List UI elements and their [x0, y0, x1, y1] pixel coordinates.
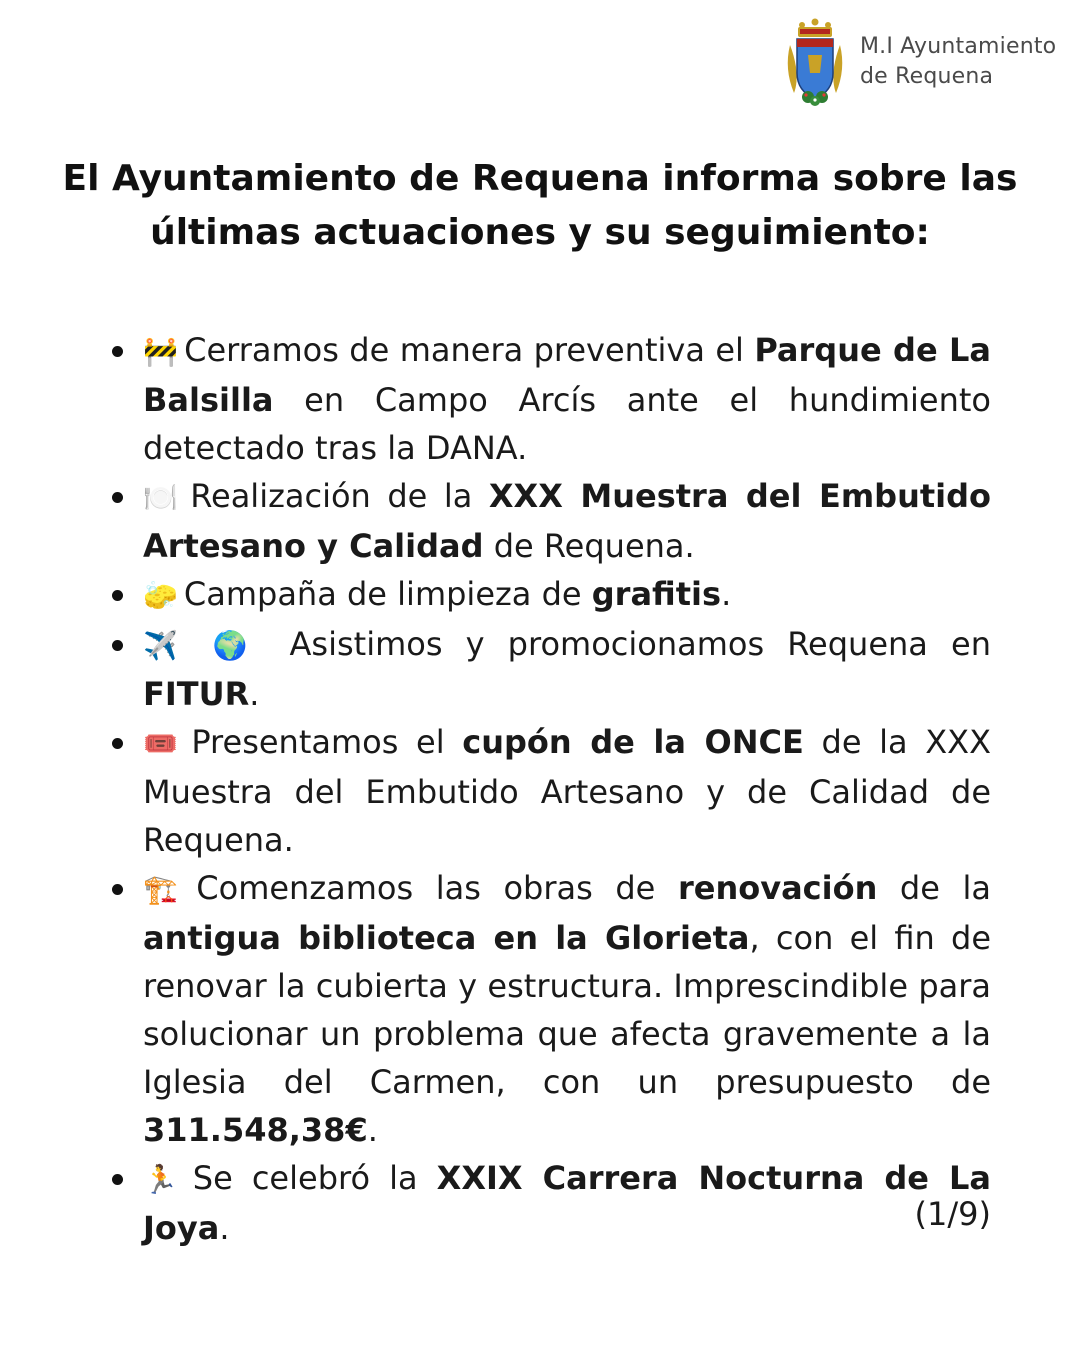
item-highlight: XXIX Carrera Nocturna de La Joya — [143, 1159, 992, 1247]
organization-name-line2: de Requena — [860, 64, 994, 89]
item-text: Realización de la — [190, 477, 489, 515]
item-text: . — [721, 575, 732, 613]
construction-crane-icon: 🏗️ — [143, 873, 191, 906]
item-text: Cerramos de manera preventiva el — [184, 331, 755, 369]
item-text: , con el fin de renovar la cubierta y estructura. Imprescindible para solucionar un problema que afecta gravemente a la Iglesia del Carmen, con un presupuesto de — [143, 919, 991, 1101]
item-highlight: antigua biblioteca en la Glorieta — [143, 919, 750, 957]
list-item — [143, 864, 991, 1154]
item-text: Comenzamos las obras de — [196, 869, 678, 907]
construction-sign-icon: 🚧 — [143, 335, 179, 368]
coat-of-arms-icon — [784, 17, 846, 107]
ticket-icon: 🎟️ — [143, 727, 186, 760]
sponge-icon: 🧽 — [143, 579, 178, 612]
item-text: . — [219, 1209, 230, 1247]
item-text: de la — [877, 869, 992, 907]
item-text: Presentamos el — [191, 723, 463, 761]
header-logo — [784, 16, 1064, 108]
runner-icon: 🏃 — [143, 1163, 187, 1196]
item-text: Campaña de limpieza de — [183, 575, 592, 613]
fork-and-knife-icon: 🍽️ — [143, 481, 185, 514]
news-list — [143, 326, 991, 1252]
item-highlight: Parque de La Balsilla — [143, 331, 992, 419]
item-text: . — [367, 1111, 378, 1149]
item-highlight: 311.548,38€ — [143, 1111, 368, 1149]
airplane-globe-icon: ✈️ 🌍 — [143, 629, 261, 662]
organization-name — [860, 32, 1056, 92]
page-number: (1/9) — [914, 1195, 991, 1233]
page-title: El Ayuntamiento de Requena informa sobre las últimas actuaciones y su seguimiento: — [62, 158, 1018, 253]
item-text: Asistimos y promocionamos Requena en — [266, 625, 991, 663]
item-text: de Requena. — [483, 527, 695, 565]
item-text: . — [249, 675, 260, 713]
item-text: Se celebró la — [192, 1159, 437, 1197]
item-highlight: cupón de la ONCE — [462, 723, 804, 761]
item-text: de la XXX Muestra del Embutido Artesano y de Calidad de Requena. — [143, 723, 992, 859]
item-highlight: FITUR — [143, 675, 250, 713]
organization-name-line1: M.I Ayuntamiento — [860, 34, 1057, 59]
item-highlight: renovación — [677, 869, 878, 907]
list-item — [143, 326, 991, 472]
item-text: en Campo Arcís ante el hundimiento detectado tras la DANA. — [143, 381, 991, 467]
list-item — [143, 570, 991, 620]
list-item — [143, 718, 991, 864]
list-item — [143, 472, 991, 570]
list-item — [143, 620, 991, 718]
item-highlight: XXX Muestra del Embutido Artesano y Calidad — [143, 477, 992, 565]
item-highlight: grafitis — [591, 575, 722, 613]
